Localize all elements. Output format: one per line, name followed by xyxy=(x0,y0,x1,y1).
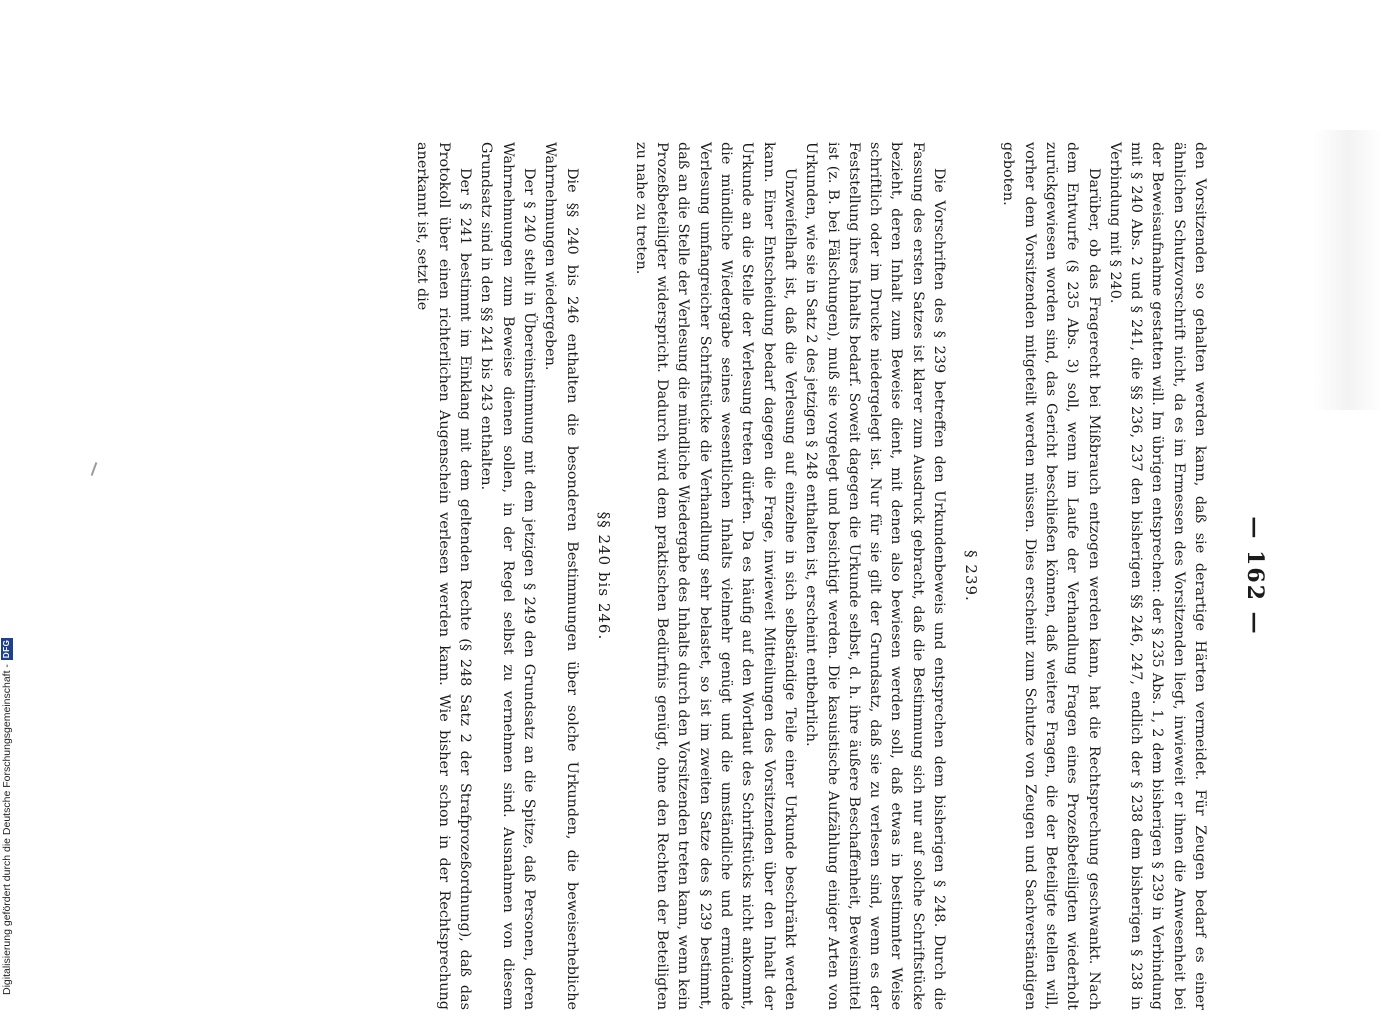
paragraph: Die Vorschriften des § 239 betreffen den Urkundenbeweis und entsprechen dem bisherigen § 248. Durch die Fassung des ersten Satzes ist klarer zum Ausdruck gebracht, daß die Bestimmung sich nur auf solche Schriftstücke bezieht, deren Inhalt zum Beweise dient, mit denen also bewiesen werden soll, daß etwas in bestimmter Weise schriftlich oder im Drucke niedergelegt ist. Nur für sie gilt der Grundsatz, daß sie zu verlesen sind, wenn es der Feststellung ihres Inhalts bedarf. Soweit dagegen die Urkunde selbst, d. h. ihre äußere Beschaffenheit, Beweismittel ist (z. B. bei Fälschungen), muß sie vorgelegt und besichtigt werden. Die kasuistische Aufzählung einiger Arten von Urkunden, wie sie in Satz 2 des jetzigen § 248 enthalten ist, erscheint entbehrlich. xyxy=(803,142,948,1010)
scan-speck xyxy=(91,462,98,476)
footer-credit-text: Digitalisierung gefördert durch die Deutsche Forschungsgemeinschaft - xyxy=(1,664,13,995)
paragraph: den Vorsitzenden so gehalten werden kann, daß sie derartige Härten vermeidet. Für Zeugen bedarf es einer ähnlichen Schutzvorschrift nicht, da es im Ermessen des Vorsitzenden liegt, inwieweit er ihnen die Anwesenheit bei der Beweisaufnahme gestatten will. Im übrigen entsprechen: der § 235 Abs. 1, 2 dem bisherigen § 239 in Verbindung mit § 240 Abs. 2 und § 241, die §§ 236, 237 den bisherigen §§ 246, 247, endlich der § 238 dem bisherigen § 238 in Verbindung mit § 240. xyxy=(1106,142,1208,1010)
scan-shadow xyxy=(1313,130,1383,410)
paragraph: Der § 240 stellt in Übereinstimmung mit dem jetzigen § 249 den Grundsatz an die Spitze, daß Personen, deren Wahrnehmungen zum Beweise dienen sollen, in der Regel selbst zu vernehmen sind. Ausnahmen von diesem Grundsatz sind in den §§ 241 bis 243 enthalten. xyxy=(478,142,537,1010)
paragraph: Darüber, ob das Fragerecht bei Mißbrauch entzogen werden kann, hat die Rechtsprechung geschwankt. Nach dem Entwurfe (§ 235 Abs. 3) soll, wenn im Laufe der Verhandlung Fragen eines Prozeßbeteiligten wiederholt zurückgewiesen worden sind, das Gericht beschließen können, daß weitere Fragen, die der Beteiligte stellen will, vorher dem Vorsitzenden mitgeteilt werden müssen. Dies erscheint zum Schutze von Zeugen und Sachverständigen geboten. xyxy=(1000,142,1102,1010)
paragraph: Der § 241 bestimmt im Einklang mit dem geltenden Rechte (§ 248 Satz 2 der Strafprozeßordnung), daß das Protokoll über einen richterlichen Augenschein verlesen werden kann. Wie bisher schon in der Rechtsprechung anerkannt ist, setzt die xyxy=(414,142,474,1010)
section-heading: § 239. xyxy=(962,550,981,602)
document-page xyxy=(118,136,1268,1016)
page-number: — 162 — xyxy=(1242,516,1268,636)
dfg-logo-icon: DFG xyxy=(2,639,11,659)
paragraph: Die §§ 240 bis 246 enthalten die besonderen Bestimmungen über solche Urkunden, die beweiserhebliche Wahrnehmungen wiedergeben. xyxy=(542,142,580,1010)
section-heading: §§ 240 bis 246. xyxy=(594,511,613,641)
page-body xyxy=(411,142,1210,1010)
digitization-footer xyxy=(0,605,14,995)
paragraph: Unzweifelhaft ist, daß die Verlesung auf einzelne in sich selbständige Teile einer Urkunde beschränkt werden kann. Einer Entscheidung bedarf dagegen die Frage, inwieweit Mitteilungen des Vorsitzenden über den Inhalt der Urkunde an die Stelle der Verlesung treten dürfen. Da es häufig auf den Wortlaut des Schriftstücks nicht ankommt, die mündliche Wiedergabe seines wesentlichen Inhalts vielmehr genügt und die umständliche und ermüdende Verlesung umfangreicher Schriftstücke die Verhandlung sehr belastet, so ist im zweiten Satze des § 239 bestimmt, daß an die Stelle der Verlesung die mündliche Wiedergabe des Inhalts durch den Vorsitzenden treten kann, wenn kein Prozeßbeteiligter widerspricht. Dadurch wird dem praktischen Bedürfnis genügt, ohne den Rechten der Beteiligten zu nahe zu treten. xyxy=(632,142,798,1010)
